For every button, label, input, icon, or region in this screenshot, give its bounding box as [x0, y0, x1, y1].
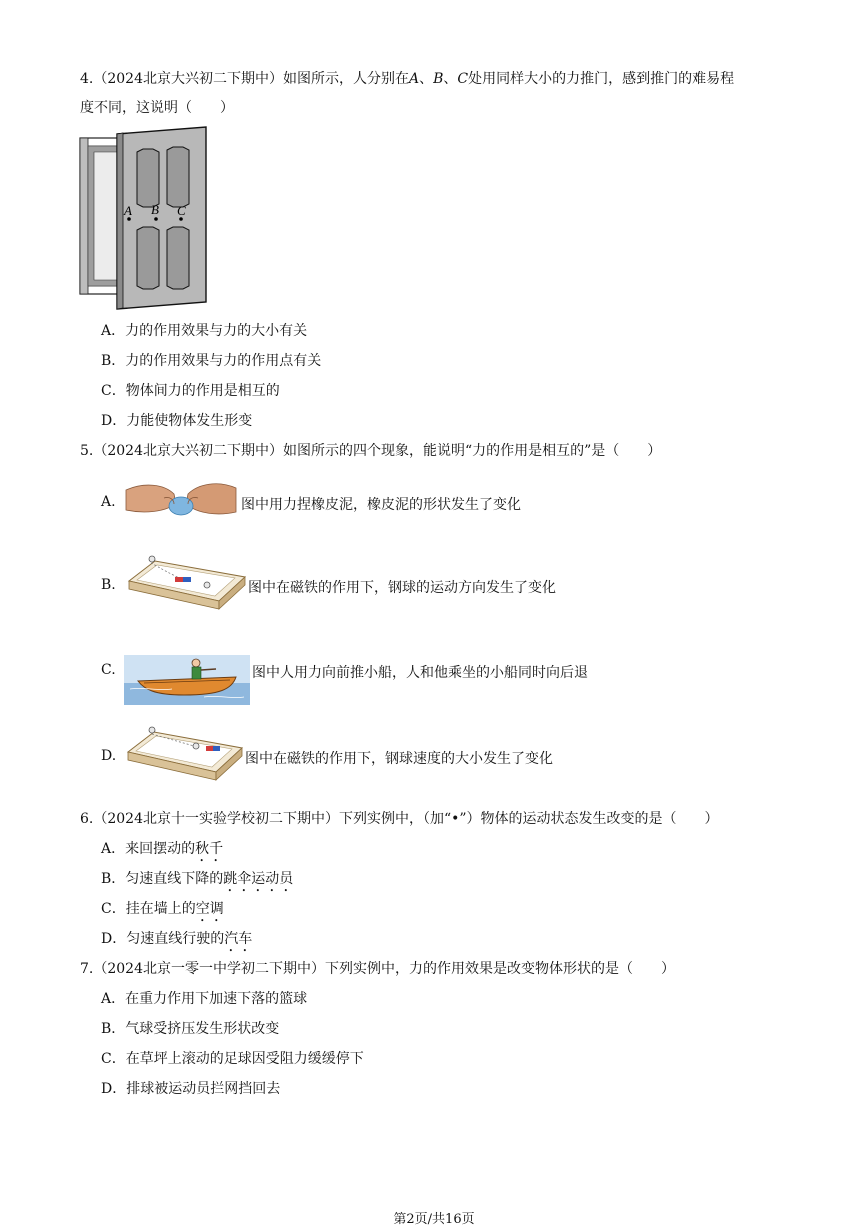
q5-option-c-text: 图中人用力向前推小船，人和他乘坐的小船同时向后退 — [252, 665, 588, 681]
page-number: 第2页/共16页 — [393, 1212, 475, 1227]
q4-option-a: A．力的作用效果与力的大小有关 — [101, 323, 308, 339]
q7-option-d: D．排球被运动员拦网挡回去 — [101, 1081, 281, 1097]
q5-option-a-letter: A. — [101, 494, 116, 510]
clay-squeeze-figure — [124, 476, 238, 522]
door-label-a: A — [124, 203, 132, 218]
q5-option-b-letter: B. — [101, 577, 116, 593]
q5-option-a-text: 图中用力捏橡皮泥，橡皮泥的形状发生了变化 — [241, 497, 521, 513]
q7-option-b: B．气球受挤压发生形状改变 — [101, 1021, 280, 1037]
door-figure — [79, 126, 207, 310]
door-label-b: B — [151, 202, 159, 217]
q7-stem: 7.（2024北京一零一中学初二下期中）下列实例中，力的作用效果是改变物体形状的是（ ） — [80, 961, 675, 977]
q6-option-b: B．匀速直线下降的跳伞运动员 — [101, 871, 294, 887]
door-label-c: C — [177, 203, 186, 218]
q5-stem: 5.（2024北京大兴初二下期中）如图所示的四个现象，能说明“力的作用是相互的”是（ ） — [80, 443, 662, 459]
q6-option-c: C．挂在墙上的空调 — [101, 901, 224, 917]
q4-option-b: B．力的作用效果与力的作用点有关 — [101, 353, 322, 369]
q7-option-c: C．在草坪上滚动的足球因受阻力缓缓停下 — [101, 1051, 364, 1067]
q7-option-a: A．在重力作用下加速下落的篮球 — [101, 991, 308, 1007]
boat-push-figure — [124, 655, 250, 705]
magnet-ball-speed-figure — [124, 722, 244, 784]
magnet-ball-direction-figure — [125, 551, 247, 613]
q4-stem-line2: 度不同，这说明（ ） — [80, 100, 234, 116]
q6-stem: 6.（2024北京十一实验学校初二下期中）下列实例中，（加“•”）物体的运动状态发生改变的是（ ） — [80, 811, 719, 827]
q4-stem-line1: 4.（2024北京大兴初二下期中）如图所示，人分别在A、B、C处用同样大小的力推门，感到推门的难易程 — [80, 71, 735, 87]
q6-option-a: A．来回摆动的秋千 — [101, 841, 224, 857]
q4-option-c: C．物体间力的作用是相互的 — [101, 383, 280, 399]
q4-option-d: D．力能使物体发生形变 — [101, 413, 253, 429]
q5-option-b-text: 图中在磁铁的作用下，钢球的运动方向发生了变化 — [248, 580, 556, 596]
q5-option-c-letter: C. — [101, 662, 116, 678]
q5-option-d-letter: D. — [101, 748, 117, 764]
q6-option-d: D．匀速直线行驶的汽车 — [101, 931, 253, 947]
q5-option-d-text: 图中在磁铁的作用下，钢球速度的大小发生了变化 — [245, 751, 553, 767]
